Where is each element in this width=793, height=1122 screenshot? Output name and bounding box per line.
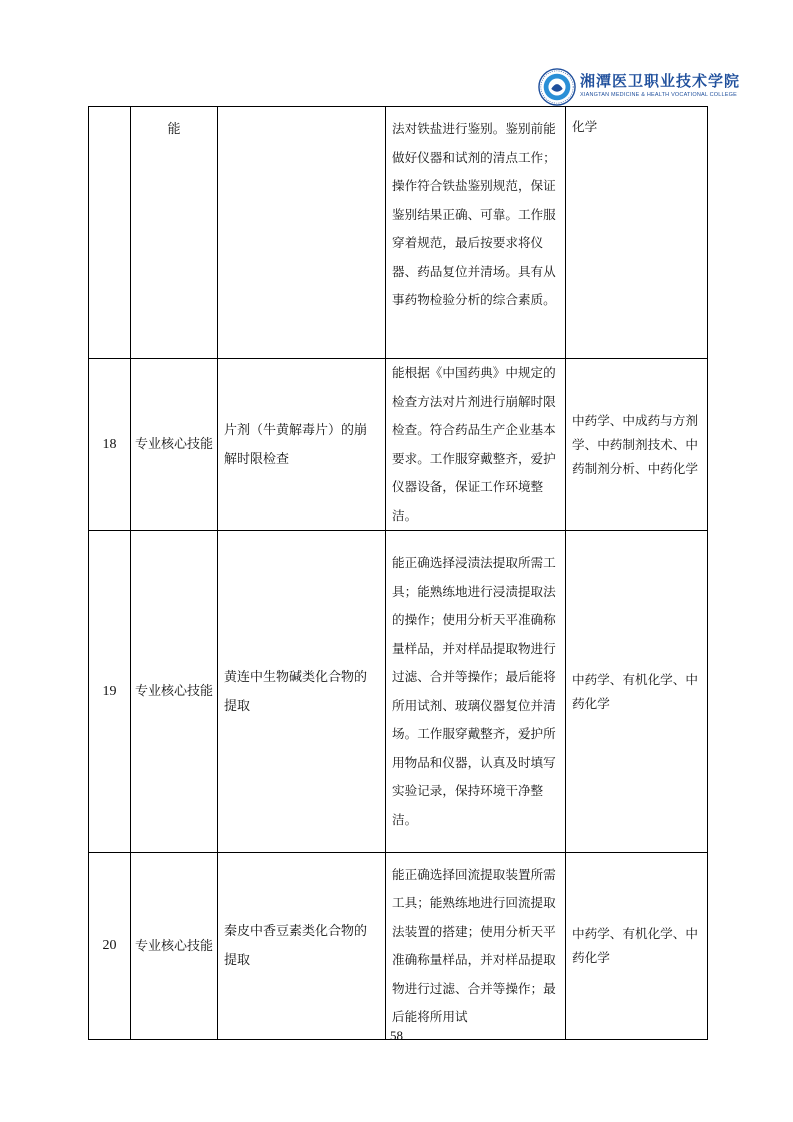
- logo-english-name: XIANGTAN MEDICINE & HEALTH VOCATIONAL COLLEGE: [580, 92, 738, 98]
- logo-chinese-name: 湘潭医卫职业技术学院: [580, 72, 741, 90]
- project-name: 片剂（牛黄解毒片）的崩解时限检查: [218, 359, 386, 531]
- college-emblem-icon: [538, 68, 576, 106]
- project-name: 黄连中生物碱类化合物的提取: [218, 531, 386, 853]
- row-number: 20: [89, 853, 131, 1040]
- table-row: [89, 107, 708, 359]
- project-name: [218, 107, 386, 359]
- row-number: [89, 107, 131, 359]
- project-name: 秦皮中香豆素类化合物的提取: [218, 853, 386, 1040]
- skill-requirement: 能正确选择浸渍法提取所需工具；能熟练地进行浸渍提取法的操作；使用分析天平准确称量样品，并对样品提取物进行过滤、合并等操作；最后能将所用试剂、玻璃仪器复位并清场。工作服穿戴整齐，爱护所用物品和仪器，认真及时填写实验记录，保持环境干净整洁。: [386, 531, 566, 853]
- skill-type: 专业核心技能: [131, 359, 218, 531]
- table-row: [89, 531, 708, 853]
- row-number: 18: [89, 359, 131, 531]
- skills-table: [88, 106, 708, 1040]
- skill-type: 专业核心技能: [131, 531, 218, 853]
- related-courses: 化学: [566, 107, 708, 359]
- related-courses: 中药学、有机化学、中药化学: [566, 853, 708, 1040]
- skill-requirement: 法对铁盐进行鉴别。鉴别前能做好仪器和试剂的清点工作；操作符合铁盐鉴别规范，保证鉴别结果正确、可靠。工作服穿着规范，最后按要求将仪器、药品复位并清场。具有从事药物检验分析的综合素质。: [386, 107, 566, 359]
- related-courses: 中药学、有机化学、中药化学: [566, 531, 708, 853]
- page-number: 58: [390, 1028, 403, 1043]
- row-number: 19: [89, 531, 131, 853]
- skill-type: 专业核心技能: [131, 853, 218, 1040]
- table-row: [89, 853, 708, 1040]
- related-courses: 中药学、中成药与方剂学、中药制剂技术、中药制剂分析、中药化学: [566, 359, 708, 531]
- table-row: [89, 359, 708, 531]
- college-logo: [538, 68, 741, 108]
- skill-type: 能: [131, 107, 218, 359]
- skill-requirement: 能根据《中国药典》中规定的检查方法对片剂进行崩解时限检查。符合药品生产企业基本要求。工作服穿戴整齐，爱护仪器设备，保证工作环境整洁。: [386, 359, 566, 531]
- skill-requirement: 能正确选择回流提取装置所需工具；能熟练地进行回流提取法装置的搭建；使用分析天平准确称量样品，并对样品提取物进行过滤、合并等操作；最后能将所用试: [386, 853, 566, 1040]
